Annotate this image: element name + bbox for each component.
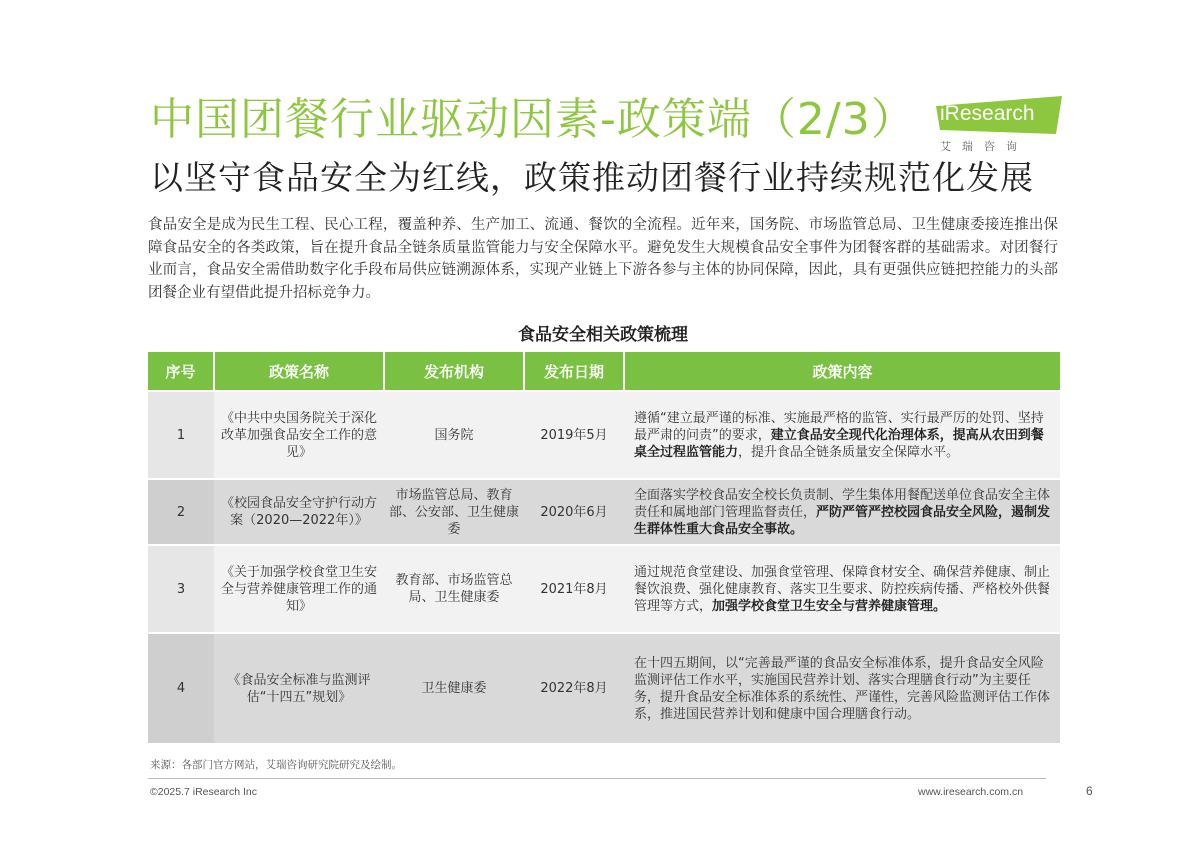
header-content: 政策内容 [624, 352, 1060, 391]
table-row [148, 479, 1060, 545]
intro-paragraph: 食品安全是成为民生工程、民心工程，覆盖种养、生产加工、流通、餐饮的全流程。近年来，国务院、市场监管总局、卫生健康委接连推出保障食品安全的各类政策，旨在提升食品全链条质量监管能力与安全保障水平。避免发生大规模食品安全事件为团餐客群的基础需求。对团餐行业而言，食品安全需借助数字化手段布局供应链溯源体系，实现产业链上下游各参与主体的协同保障，因此，具有更强供应链把控能力的头部团餐企业有望借此提升招标竞争力。 [148, 217, 1058, 301]
content-bold: 加强学校食堂卫生安全与营养健康管理。 [712, 598, 947, 614]
page-number: 6 [1086, 784, 1093, 798]
source-note: 来源：各部门官方网站，艾瑞咨询研究院研究及绘制。 [150, 759, 402, 771]
header-date: 发布日期 [524, 352, 624, 391]
table-row [148, 545, 1060, 633]
header-org: 发布机构 [384, 352, 524, 391]
row-name: 《校园食品安全守护行动方案（2020—2022年）》 [214, 479, 384, 545]
row-content [624, 633, 1060, 743]
header-no: 序号 [148, 352, 214, 391]
row-name: 《中共中央国务院关于深化改革加强食品安全工作的意见》 [214, 391, 384, 479]
header-name: 政策名称 [214, 352, 384, 391]
row-content [624, 479, 1060, 545]
content-plain: 在十四五期间，以“完善最严谨的食品安全标准体系，提升食品安全风险监测评估工作水平，实施国民营养计划、落实合理膳食行动”为主要任务，提升食品安全标准体系的系统性、严谨性，完善风险监测评估工作体系，推进国民营养计划和健康中国合理膳食行动。 [634, 655, 1051, 722]
content-plain: 通过规范食堂建设、加强食堂管理、保障食材安全、确保营养健康、制止餐饮浪费、强化健康教育、落实卫生要求、防控疾病传播、严格校外供餐管理等方式， [634, 564, 1051, 614]
row-no: 1 [148, 391, 214, 479]
row-name: 《关于加强学校食堂卫生安全与营养健康管理工作的通知》 [214, 545, 384, 633]
table-row [148, 391, 1060, 479]
content-bold: 严防严管严控校园食品安全风险，遏制发生群体性重大食品安全事故。 [634, 504, 1051, 537]
website-link[interactable]: www.iresearch.com.cn [918, 786, 1024, 798]
iresearch-logo [936, 96, 1062, 156]
footer-divider [148, 778, 1046, 779]
content-plain: 全面落实学校食品安全校长负责制、学生集体用餐配送单位食品安全主体责任和属地部门管理监督责任， [634, 487, 1051, 520]
content-bold: 建立食品安全现代化治理体系，提高从农田到餐桌全过程监管能力 [634, 427, 1044, 460]
row-date: 2020年6月 [524, 479, 624, 545]
row-org: 教育部、市场监管总局、卫生健康委 [384, 545, 524, 633]
row-name: 《食品安全标准与监测评估“十四五”规划》 [214, 633, 384, 743]
row-no: 4 [148, 633, 214, 743]
logo-wordmark: iResearch [940, 102, 1035, 125]
page-title: 中国团餐行业驱动因素-政策端（2/3） [150, 94, 916, 145]
row-date: 2022年8月 [524, 633, 624, 743]
row-date: 2019年5月 [524, 391, 624, 479]
row-org: 国务院 [384, 391, 524, 479]
logo-subtext: 艾瑞咨询 [940, 140, 1028, 153]
table-row [148, 633, 1060, 743]
content-plain: 遵循“建立最严谨的标准、实施最严格的监管、实行最严厉的处罚、坚持最严肃的问责”的要求， [634, 410, 1044, 443]
page-subtitle: 以坚守食品安全为红线，政策推动团餐行业持续规范化发展 [150, 158, 1034, 197]
table-title: 食品安全相关政策梳理 [518, 325, 688, 345]
row-no: 3 [148, 545, 214, 633]
row-content [624, 545, 1060, 633]
row-org: 市场监管总局、教育部、公安部、卫生健康委 [384, 479, 524, 545]
row-content [624, 391, 1060, 479]
table-header-row [148, 352, 1060, 391]
row-org: 卫生健康委 [384, 633, 524, 743]
row-no: 2 [148, 479, 214, 545]
content-tail: ，提升食品全链条质量安全保障水平。 [738, 444, 960, 460]
row-date: 2021年8月 [524, 545, 624, 633]
policy-table [148, 352, 1060, 743]
copyright-text: ©2025.7 iResearch Inc [150, 786, 257, 798]
